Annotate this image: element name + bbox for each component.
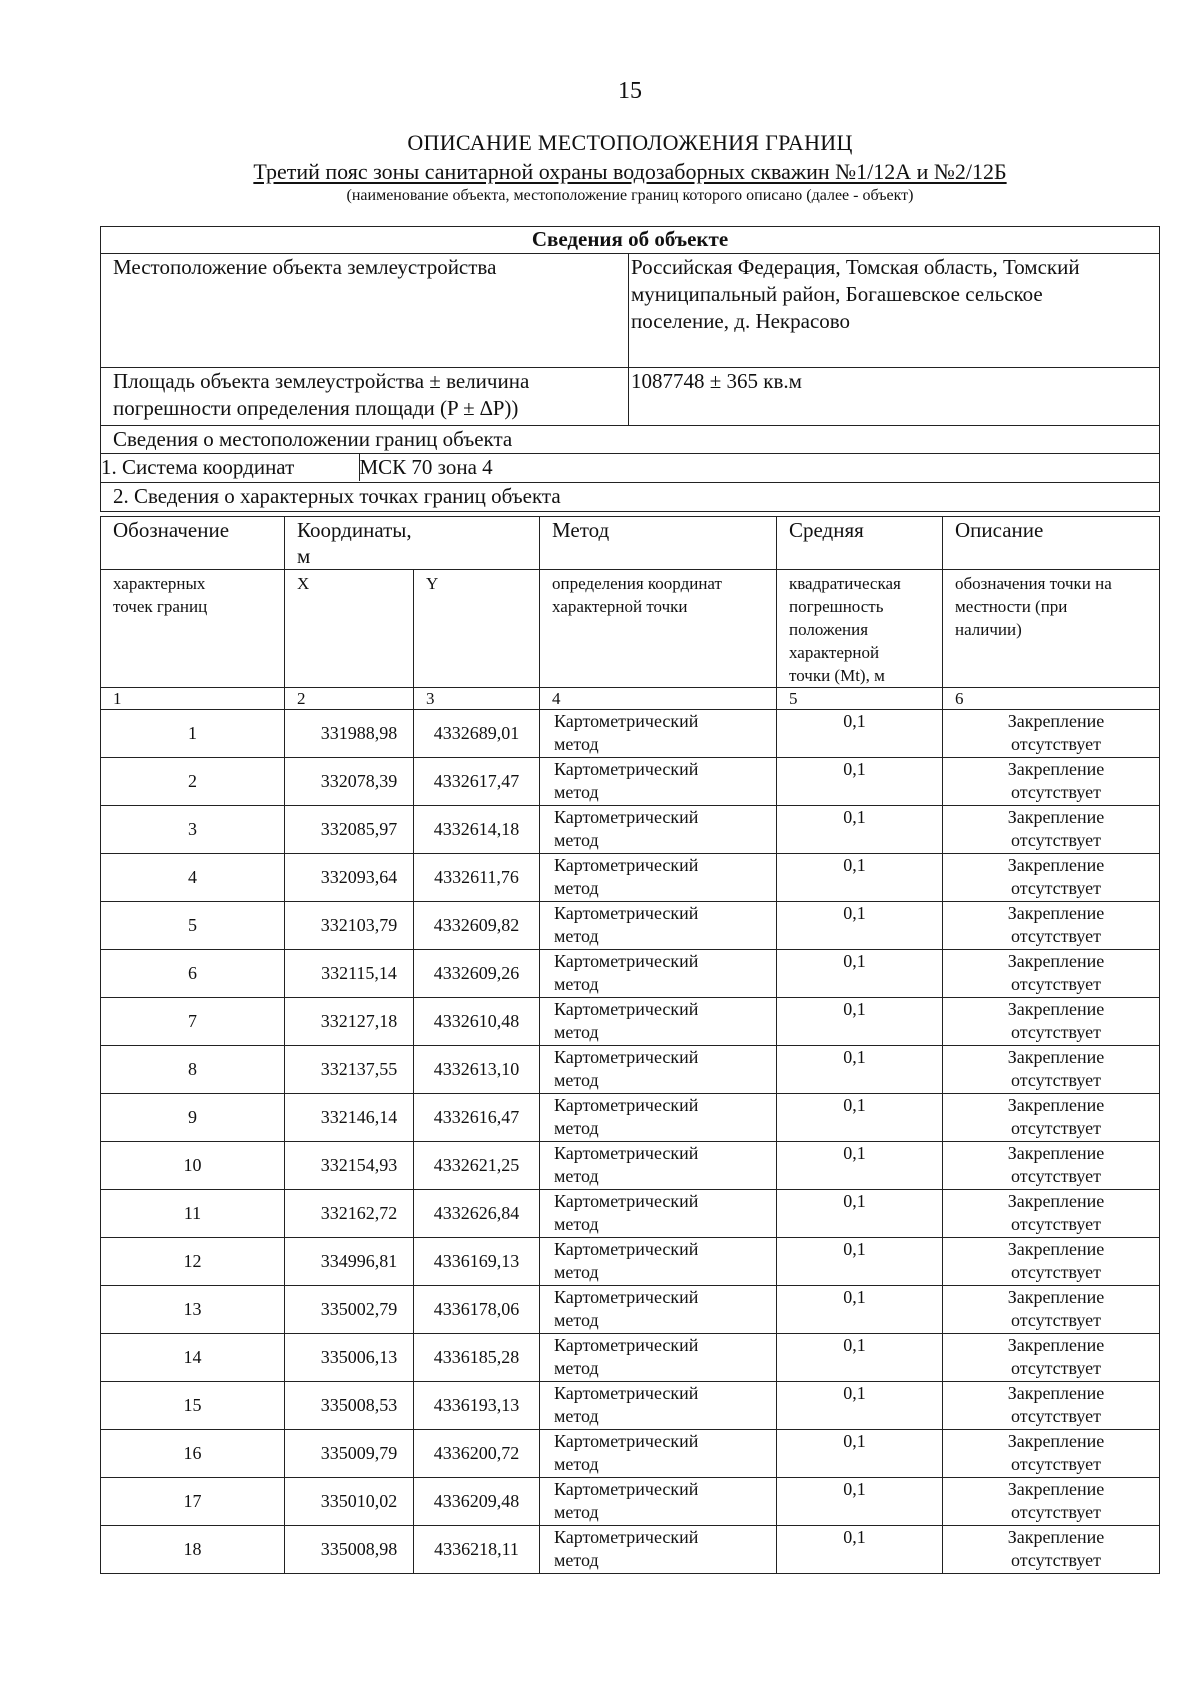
description-line: отсутствует (1010, 1502, 1102, 1522)
point-number: 5 (101, 902, 285, 950)
point-x: 332146,14 (285, 1094, 414, 1142)
method-line: Картометрический (554, 1287, 699, 1307)
description-line: отсутствует (1010, 1070, 1102, 1090)
method-line: Картометрический (554, 1239, 699, 1259)
description-line: отсутствует (1010, 878, 1102, 898)
subheader-designation (101, 570, 285, 688)
point-x: 335008,53 (285, 1382, 414, 1430)
description-line: Закрепление (1007, 1431, 1105, 1451)
point-x: 332085,97 (285, 806, 414, 854)
description-line: отсутствует (1010, 734, 1102, 754)
point-description (943, 1382, 1160, 1430)
description-line: отсутствует (1010, 1118, 1102, 1138)
description-line: отсутствует (1010, 1454, 1102, 1474)
method-line: метод (554, 1358, 599, 1378)
subheader-line: определения координат (552, 574, 722, 593)
table-row (101, 1046, 1160, 1094)
description-line: Закрепление (1007, 1095, 1105, 1115)
point-number: 8 (101, 1046, 285, 1094)
subheader-line: квадратическая (789, 574, 901, 593)
points-label: 2. Сведения о характерных точках границ объекта (101, 483, 1160, 512)
column-number: 4 (540, 688, 777, 710)
point-number: 18 (101, 1526, 285, 1574)
document-title: ОПИСАНИЕ МЕСТОПОЛОЖЕНИЯ ГРАНИЦ (407, 130, 853, 155)
point-x: 335006,13 (285, 1334, 414, 1382)
point-method (540, 1478, 777, 1526)
subheader-error (777, 570, 943, 688)
header-description: Описание (943, 517, 1160, 570)
point-y: 4336169,13 (414, 1238, 540, 1286)
method-line: метод (554, 926, 599, 946)
point-y: 4336185,28 (414, 1334, 540, 1382)
point-y: 4332613,10 (414, 1046, 540, 1094)
method-line: Картометрический (554, 1095, 699, 1115)
description-line: Закрепление (1007, 1479, 1105, 1499)
method-line: Картометрический (554, 1383, 699, 1403)
description-line: Закрепление (1007, 1383, 1105, 1403)
description-line: Закрепление (1007, 1047, 1105, 1067)
table-row (101, 998, 1160, 1046)
description-line: отсутствует (1010, 1166, 1102, 1186)
point-x: 332093,64 (285, 854, 414, 902)
method-line: Картометрический (554, 1143, 699, 1163)
method-line: метод (554, 1550, 599, 1570)
description-line: Закрепление (1007, 1143, 1105, 1163)
table-row (101, 806, 1160, 854)
point-y: 4336193,13 (414, 1382, 540, 1430)
description-line: отсутствует (1010, 1022, 1102, 1042)
header-designation: Обозначение (101, 517, 285, 570)
description-line: Закрепление (1007, 1527, 1105, 1547)
point-number: 9 (101, 1094, 285, 1142)
point-x: 335010,02 (285, 1478, 414, 1526)
method-line: метод (554, 878, 599, 898)
point-error: 0,1 (777, 1286, 943, 1334)
point-x: 334996,81 (285, 1238, 414, 1286)
document-subtitle-wrap (0, 159, 1200, 185)
point-x: 332115,14 (285, 950, 414, 998)
column-number: 2 (285, 688, 414, 710)
description-line: отсутствует (1010, 1310, 1102, 1330)
document-subtitle: Третий пояс зоны санитарной охраны водозаборных скважин №1/12А и №2/12Б (253, 159, 1007, 184)
boundaries-label: Сведения о местоположении границ объекта (101, 426, 1160, 454)
point-number: 6 (101, 950, 285, 998)
method-line: метод (554, 782, 599, 802)
description-line: Закрепление (1007, 711, 1105, 731)
subheader-line: точки (Mt), м (789, 666, 885, 685)
point-error: 0,1 (777, 758, 943, 806)
method-line: Картометрический (554, 1335, 699, 1355)
subheader-line: наличии) (955, 620, 1022, 639)
description-line: Закрепление (1007, 1239, 1105, 1259)
table-row (101, 710, 1160, 758)
point-number: 7 (101, 998, 285, 1046)
column-number: 3 (414, 688, 540, 710)
description-line: Закрепление (1007, 807, 1105, 827)
point-description (943, 1142, 1160, 1190)
table-row (101, 902, 1160, 950)
point-y: 4332611,76 (414, 854, 540, 902)
point-x: 331988,98 (285, 710, 414, 758)
point-error: 0,1 (777, 854, 943, 902)
subheader-description (943, 570, 1160, 688)
method-line: метод (554, 734, 599, 754)
method-line: метод (554, 1310, 599, 1330)
point-y: 4336200,72 (414, 1430, 540, 1478)
description-line: отсутствует (1010, 926, 1102, 946)
point-method (540, 1286, 777, 1334)
location-line: муниципальный район, Богашевское сельское (631, 282, 1043, 306)
header-coordinates-cont (414, 517, 540, 570)
point-method (540, 1382, 777, 1430)
header-error: Средняя (777, 517, 943, 570)
points-table (100, 516, 1160, 1574)
point-number: 12 (101, 1238, 285, 1286)
point-method (540, 1334, 777, 1382)
subheader-y: Y (414, 570, 540, 688)
point-error: 0,1 (777, 806, 943, 854)
point-description (943, 1478, 1160, 1526)
description-line: отсутствует (1010, 974, 1102, 994)
point-method (540, 806, 777, 854)
method-line: Картометрический (554, 855, 699, 875)
points-body (101, 710, 1160, 1574)
header-method: Метод (540, 517, 777, 570)
point-x: 332162,72 (285, 1190, 414, 1238)
area-value: 1087748 ± 365 кв.м (629, 368, 1160, 426)
description-line: Закрепление (1007, 1287, 1105, 1307)
table-row (101, 1286, 1160, 1334)
point-method (540, 758, 777, 806)
point-description (943, 1334, 1160, 1382)
point-description (943, 950, 1160, 998)
point-x: 335008,98 (285, 1526, 414, 1574)
point-number: 1 (101, 710, 285, 758)
subheader-line: положения (789, 620, 869, 639)
table-row (101, 1190, 1160, 1238)
point-number: 14 (101, 1334, 285, 1382)
column-number: 1 (101, 688, 285, 710)
page-number: 15 (618, 78, 642, 104)
method-line: метод (554, 1214, 599, 1234)
description-line: Закрепление (1007, 855, 1105, 875)
description-line: Закрепление (1007, 903, 1105, 923)
subheader-x: X (285, 570, 414, 688)
point-method (540, 1046, 777, 1094)
point-method (540, 1094, 777, 1142)
point-method (540, 1238, 777, 1286)
table-row (101, 1094, 1160, 1142)
point-x: 332078,39 (285, 758, 414, 806)
table-row (101, 1142, 1160, 1190)
point-error: 0,1 (777, 1334, 943, 1382)
point-number: 4 (101, 854, 285, 902)
point-y: 4336218,11 (414, 1526, 540, 1574)
column-number: 5 (777, 688, 943, 710)
description-line: отсутствует (1010, 782, 1102, 802)
point-description (943, 758, 1160, 806)
point-number: 11 (101, 1190, 285, 1238)
point-number: 3 (101, 806, 285, 854)
method-line: Картометрический (554, 807, 699, 827)
point-method (540, 1526, 777, 1574)
method-line: Картометрический (554, 1047, 699, 1067)
subheader-line: погрешность (789, 597, 884, 616)
area-label-line: погрешности определения площади (P ± ∆P)) (113, 396, 519, 420)
method-line: Картометрический (554, 1479, 699, 1499)
point-method (540, 950, 777, 998)
point-x: 332103,79 (285, 902, 414, 950)
point-y: 4332609,82 (414, 902, 540, 950)
method-line: Картометрический (554, 903, 699, 923)
point-y: 4336178,06 (414, 1286, 540, 1334)
object-info-header: Сведения об объекте (101, 227, 1160, 254)
table-row (101, 1382, 1160, 1430)
point-y: 4332610,48 (414, 998, 540, 1046)
method-line: метод (554, 1502, 599, 1522)
coord-system-value: МСК 70 зона 4 (359, 455, 493, 479)
method-line: Картометрический (554, 1431, 699, 1451)
location-line: Российская Федерация, Томская область, Томский (631, 255, 1080, 279)
description-line: Закрепление (1007, 1335, 1105, 1355)
point-method (540, 1142, 777, 1190)
coord-system-label: 1. Система координат (101, 454, 359, 481)
point-method (540, 854, 777, 902)
point-number: 10 (101, 1142, 285, 1190)
point-method (540, 1190, 777, 1238)
point-method (540, 1430, 777, 1478)
description-line: Закрепление (1007, 951, 1105, 971)
point-error: 0,1 (777, 1382, 943, 1430)
point-description (943, 1526, 1160, 1574)
table-row (101, 1334, 1160, 1382)
method-line: метод (554, 1454, 599, 1474)
header-coordinates: Координаты, м (285, 517, 414, 570)
coord-system-row (101, 454, 1160, 483)
point-number: 16 (101, 1430, 285, 1478)
method-line: Картометрический (554, 1191, 699, 1211)
table-row (101, 1478, 1160, 1526)
point-number: 2 (101, 758, 285, 806)
table-row (101, 1526, 1160, 1574)
point-number: 15 (101, 1382, 285, 1430)
table-row (101, 1238, 1160, 1286)
point-description (943, 1046, 1160, 1094)
point-error: 0,1 (777, 1526, 943, 1574)
point-y: 4332614,18 (414, 806, 540, 854)
point-y: 4332626,84 (414, 1190, 540, 1238)
description-line: Закрепление (1007, 759, 1105, 779)
location-label: Местоположение объекта землеустройства (101, 254, 629, 368)
point-description (943, 1094, 1160, 1142)
subheader-method (540, 570, 777, 688)
method-line: Картометрический (554, 999, 699, 1019)
point-y: 4332617,47 (414, 758, 540, 806)
method-line: метод (554, 1070, 599, 1090)
subheader-line: характерной точки (552, 597, 688, 616)
point-description (943, 710, 1160, 758)
point-error: 0,1 (777, 710, 943, 758)
point-error: 0,1 (777, 902, 943, 950)
point-error: 0,1 (777, 1478, 943, 1526)
area-label (101, 368, 629, 426)
object-info-table (100, 226, 1160, 512)
point-y: 4332621,25 (414, 1142, 540, 1190)
method-line: Картометрический (554, 951, 699, 971)
method-line: метод (554, 830, 599, 850)
point-error: 0,1 (777, 1094, 943, 1142)
point-method (540, 902, 777, 950)
point-method (540, 710, 777, 758)
column-number: 6 (943, 688, 1160, 710)
point-method (540, 998, 777, 1046)
point-description (943, 854, 1160, 902)
point-number: 13 (101, 1286, 285, 1334)
point-description (943, 1286, 1160, 1334)
point-y: 4332609,26 (414, 950, 540, 998)
table-row (101, 758, 1160, 806)
point-x: 332127,18 (285, 998, 414, 1046)
point-error: 0,1 (777, 1046, 943, 1094)
method-line: метод (554, 1118, 599, 1138)
subheader-line: точек границ (113, 597, 208, 616)
description-line: отсутствует (1010, 1550, 1102, 1570)
point-description (943, 1430, 1160, 1478)
description-line: отсутствует (1010, 1406, 1102, 1426)
description-line: отсутствует (1010, 1214, 1102, 1234)
table-row (101, 854, 1160, 902)
description-line: Закрепление (1007, 1191, 1105, 1211)
method-line: метод (554, 1262, 599, 1282)
document-caption: (наименование объекта, местоположение границ которого описано (далее - объект) (346, 187, 914, 204)
subheader-line: местности (при (955, 597, 1068, 616)
method-line: метод (554, 1406, 599, 1426)
method-line: метод (554, 974, 599, 994)
table-row (101, 950, 1160, 998)
point-x: 332154,93 (285, 1142, 414, 1190)
point-error: 0,1 (777, 998, 943, 1046)
point-description (943, 1238, 1160, 1286)
point-y: 4332616,47 (414, 1094, 540, 1142)
method-line: метод (554, 1166, 599, 1186)
method-line: Картометрический (554, 1527, 699, 1547)
point-description (943, 902, 1160, 950)
subheader-line: обозначения точки на (955, 574, 1112, 593)
point-error: 0,1 (777, 1430, 943, 1478)
point-error: 0,1 (777, 1142, 943, 1190)
table-row (101, 1430, 1160, 1478)
point-description (943, 998, 1160, 1046)
point-description (943, 806, 1160, 854)
point-number: 17 (101, 1478, 285, 1526)
description-line: Закрепление (1007, 999, 1105, 1019)
description-line: отсутствует (1010, 1262, 1102, 1282)
description-line: отсутствует (1010, 830, 1102, 850)
point-error: 0,1 (777, 1190, 943, 1238)
subheader-line: характерных (113, 574, 206, 593)
point-description (943, 1190, 1160, 1238)
method-line: Картометрический (554, 711, 699, 731)
point-error: 0,1 (777, 950, 943, 998)
description-line: отсутствует (1010, 1358, 1102, 1378)
point-x: 335009,79 (285, 1430, 414, 1478)
point-y: 4336209,48 (414, 1478, 540, 1526)
location-line: поселение, д. Некрасово (631, 309, 851, 333)
point-x: 335002,79 (285, 1286, 414, 1334)
point-y: 4332689,01 (414, 710, 540, 758)
point-x: 332137,55 (285, 1046, 414, 1094)
location-value (629, 254, 1160, 368)
method-line: Картометрический (554, 759, 699, 779)
subheader-line: характерной (789, 643, 880, 662)
area-label-line: Площадь объекта землеустройства ± величина (113, 369, 530, 393)
method-line: метод (554, 1022, 599, 1042)
point-error: 0,1 (777, 1238, 943, 1286)
